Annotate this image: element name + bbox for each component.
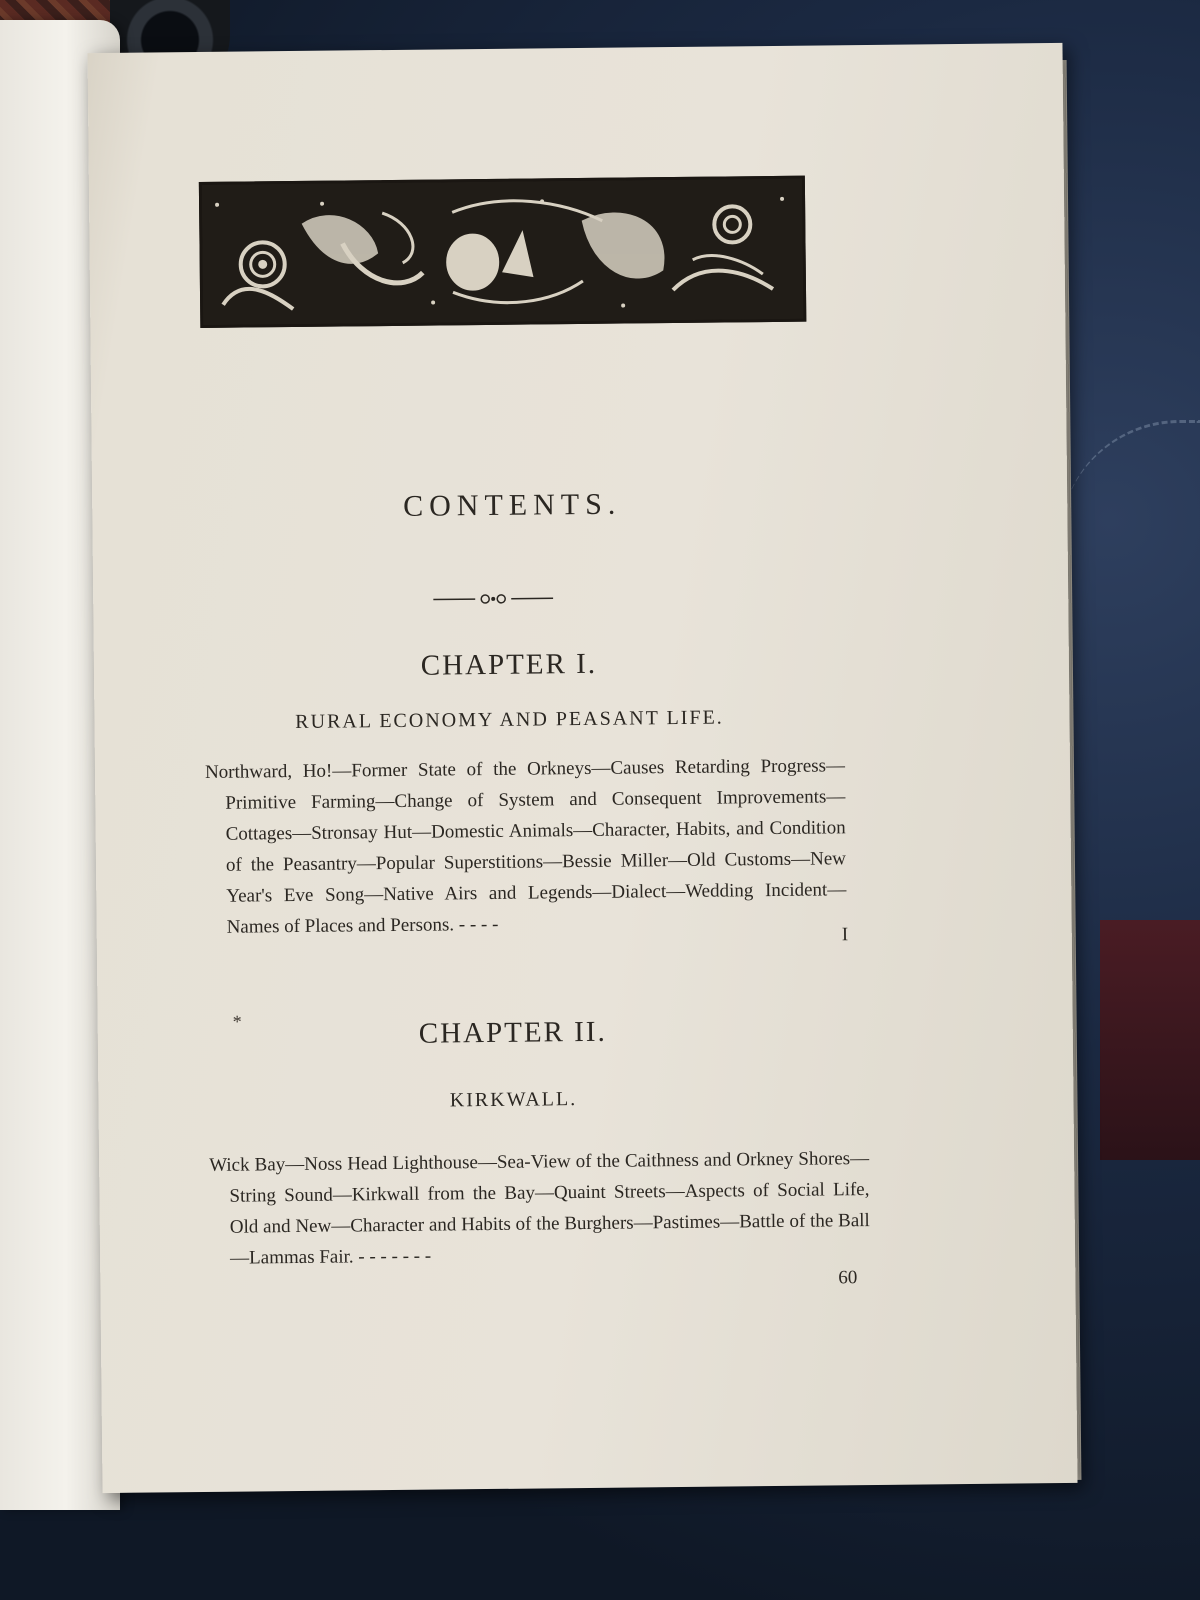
- ornamental-headpiece: [199, 176, 806, 328]
- chapter-subtitle: RURAL ECONOMY AND PEASANT LIFE.: [295, 706, 724, 734]
- book-page: [87, 43, 1077, 1493]
- chapter-summary: Wick Bay—Noss Head Lighthouse—Sea-View of the Caithness and Orkney Shores—String Sound—Kirkwall from the Bay—Quaint Streets—Aspects of Social Life, Old and New—Character and Habits of the Burghers—Pastimes—Battle of the Ball—Lammas Fair. - - - - - - -: [209, 1148, 870, 1269]
- chapter-heading: CHAPTER II.: [418, 1015, 607, 1050]
- divider-ornament-icon: [433, 588, 553, 609]
- red-cloth: [1100, 920, 1200, 1160]
- page-number: I: [841, 924, 849, 946]
- page-number: 60: [838, 1267, 858, 1289]
- chapter-summary: Northward, Ho!—Former State of the Orkneys—Causes Retarding Progress—Primitive Farming—Change of System and Consequent Improvements—Cottages—Stronsay Hut—Domestic Animals—Character, Habits, and Condition of the Peasantry—Popular Superstitions—Bessie Miller—Old Customs—New Year's Eve Song—Native Airs and Legends—Dialect—Wedding Incident—Names of Places and Persons. - - - -: [204, 755, 847, 938]
- chapter-subtitle: KIRKWALL.: [449, 1088, 578, 1112]
- floral-engraving-icon: [202, 179, 803, 325]
- chapter-heading: CHAPTER I.: [420, 647, 598, 682]
- ink-speck: *: [232, 1011, 242, 1032]
- page-title: CONTENTS.: [402, 487, 622, 523]
